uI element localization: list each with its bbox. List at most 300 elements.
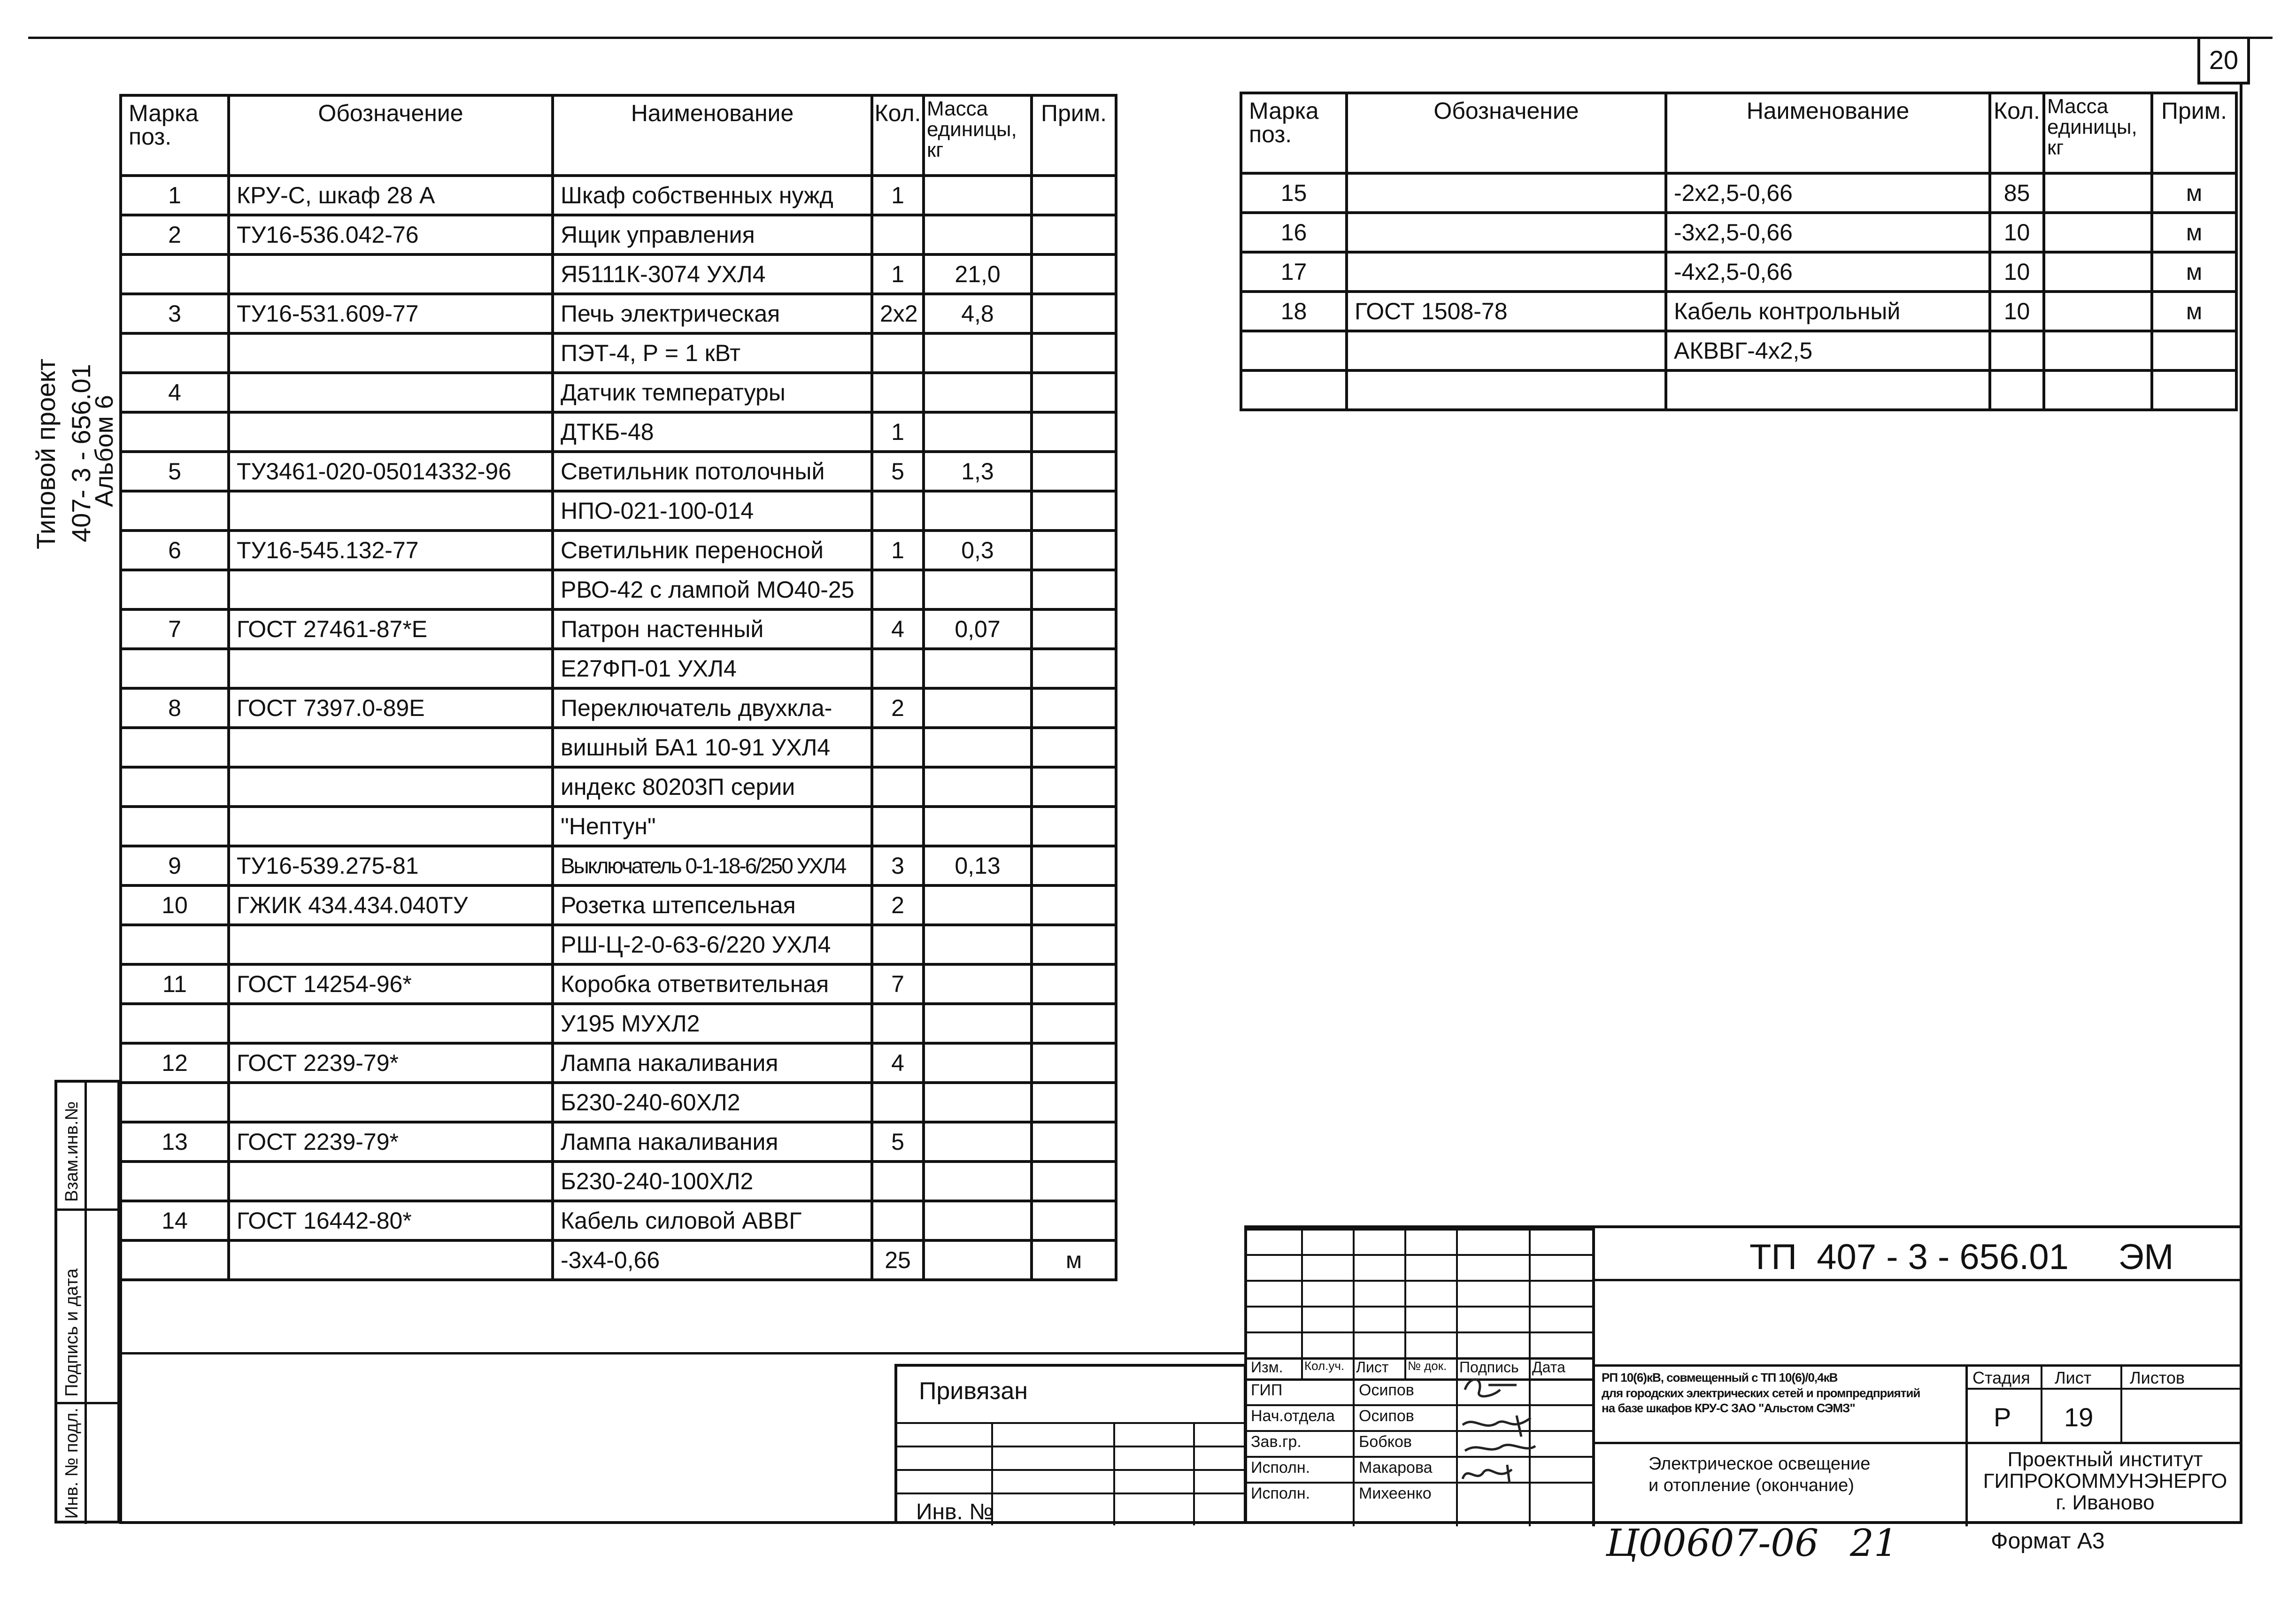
- cell-prim: м: [2152, 292, 2236, 331]
- org-line1: Проектный институт: [2007, 1448, 2203, 1471]
- cell-massa: 0,07: [924, 609, 1032, 649]
- title-col-header: Изм.: [1251, 1359, 1283, 1376]
- cell-naimenovanie: Б230-240-100ХЛ2: [553, 1162, 872, 1201]
- cell-kol: [872, 728, 924, 767]
- cell-oboznachenie: [229, 333, 553, 373]
- header-massa-text: Масса единицы, кг: [927, 97, 1017, 162]
- header-massa: [2044, 93, 2152, 173]
- cell-naimenovanie: Кабель силовой АВВГ: [553, 1201, 872, 1240]
- cell-marka: 8: [121, 688, 229, 728]
- cell-oboznachenie: [229, 1004, 553, 1043]
- cell-kol: [872, 807, 924, 846]
- cell-prim: [1032, 1043, 1116, 1083]
- cell-prim: [1032, 649, 1116, 688]
- cell-marka: 15: [1241, 173, 1347, 213]
- cell-massa: 1,3: [924, 452, 1032, 491]
- org-line2: ГИПРОКОММУНЭНЕРГО: [1983, 1470, 2227, 1493]
- cell-massa: [924, 333, 1032, 373]
- table-row: [121, 807, 1116, 846]
- table-row: [121, 215, 1116, 254]
- table-row: [121, 1122, 1116, 1162]
- cell-kol: [872, 1004, 924, 1043]
- cell-naimenovanie: РШ-Ц-2-0-63-6/220 УХЛ4: [553, 925, 872, 964]
- cell-marka: [121, 767, 229, 807]
- cell-massa: [924, 373, 1032, 412]
- cell-kol: [1990, 370, 2044, 410]
- left-header-row: [121, 95, 1116, 176]
- header-kol: Кол.: [1990, 93, 2044, 173]
- cell-prim: [1032, 1162, 1116, 1201]
- cell-kol: [872, 373, 924, 412]
- cell-massa: [924, 767, 1032, 807]
- cell-prim: [2152, 370, 2236, 410]
- cell-prim: [1032, 807, 1116, 846]
- signature-ispoln2: [1463, 1465, 1512, 1484]
- table-row: [1241, 331, 2236, 370]
- sheet-value: 19: [2064, 1402, 2094, 1432]
- cell-oboznachenie: [229, 491, 553, 531]
- cell-prim: [1032, 570, 1116, 609]
- cell-oboznachenie: ТУ3461-020-05014332-96: [229, 452, 553, 491]
- cell-oboznachenie: [229, 649, 553, 688]
- cell-kol: [872, 767, 924, 807]
- cell-naimenovanie: Патрон настенный: [553, 609, 872, 649]
- cell-naimenovanie: Коробка ответвительная: [553, 964, 872, 1004]
- top-frame-line: [28, 37, 2273, 39]
- cell-prim: [1032, 531, 1116, 570]
- table-row: [121, 649, 1116, 688]
- cell-prim: [1032, 846, 1116, 885]
- cell-kol: 10: [1990, 213, 2044, 252]
- cell-kol: 1: [872, 176, 924, 215]
- cell-marka: 18: [1241, 292, 1347, 331]
- cell-naimenovanie: Лампа накаливания: [553, 1043, 872, 1083]
- cell-oboznachenie: ГОСТ 7397.0-89Е: [229, 688, 553, 728]
- cell-massa: 21,0: [924, 254, 1032, 294]
- cell-oboznachenie: ГОСТ 14254-96*: [229, 964, 553, 1004]
- cell-massa: [924, 728, 1032, 767]
- cell-naimenovanie: Я5111К-3074 УХЛ4: [553, 254, 872, 294]
- cell-oboznachenie: [1347, 370, 1666, 410]
- cell-marka: 5: [121, 452, 229, 491]
- privyazan-inv: Инв. №: [916, 1500, 994, 1524]
- header-oboznachenie: Обозначение: [229, 95, 553, 176]
- left-spec-table: [119, 94, 1117, 1281]
- header-kol: Кол.: [872, 95, 924, 176]
- label-podpis-data: Подпись и дата: [62, 1268, 82, 1397]
- role-label: Зав.гр.: [1251, 1433, 1302, 1451]
- cell-oboznachenie: ТУ16-531.609-77: [229, 294, 553, 333]
- stage-value: Р: [1994, 1402, 2011, 1432]
- cell-kol: [872, 1201, 924, 1240]
- cell-prim: [1032, 609, 1116, 649]
- cell-massa: [2044, 331, 2152, 370]
- cell-oboznachenie: ГОСТ 2239-79*: [229, 1043, 553, 1083]
- cell-massa: [2044, 292, 2152, 331]
- cell-oboznachenie: [229, 767, 553, 807]
- cell-prim: [2152, 331, 2236, 370]
- archive-number: Ц00607-06: [1606, 1521, 1819, 1565]
- project-desc-line3: на базе шкафов КРУ-С ЗАО "Альстом СЭМЗ": [1602, 1401, 1855, 1415]
- cell-prim: [1032, 1083, 1116, 1122]
- header-marka: Марка поз.: [121, 95, 229, 176]
- cell-marka: [1241, 331, 1347, 370]
- cell-prim: [1032, 491, 1116, 531]
- table-row: [121, 254, 1116, 294]
- cell-marka: 9: [121, 846, 229, 885]
- cell-oboznachenie: [1347, 173, 1666, 213]
- cell-oboznachenie: ТУ16-545.132-77: [229, 531, 553, 570]
- cell-prim: [1032, 333, 1116, 373]
- cell-massa: [924, 688, 1032, 728]
- cell-kol: 2: [872, 688, 924, 728]
- cell-naimenovanie: Лампа накаливания: [553, 1122, 872, 1162]
- cell-massa: [924, 1043, 1032, 1083]
- cell-naimenovanie: Б230-240-60ХЛ2: [553, 1083, 872, 1122]
- cell-kol: 5: [872, 452, 924, 491]
- left-frame-line: [119, 94, 122, 1523]
- cell-marka: 10: [121, 885, 229, 925]
- cell-massa: [924, 885, 1032, 925]
- role-name: Макарова: [1359, 1459, 1433, 1477]
- side-stamp-3: [92, 395, 117, 507]
- table-row: [1241, 370, 2236, 410]
- cell-kol: [872, 649, 924, 688]
- project-desc-line1: РП 10(6)кВ, совмещенный с ТП 10(6)/0,4кВ: [1602, 1370, 1838, 1385]
- cell-massa: [924, 1162, 1032, 1201]
- cell-prim: [1032, 925, 1116, 964]
- signature-zav: [1463, 1416, 1531, 1437]
- cell-marka: 6: [121, 531, 229, 570]
- table-row: [1241, 292, 2236, 331]
- cell-kol: 2х2: [872, 294, 924, 333]
- cell-naimenovanie: НПО-021-100-014: [553, 491, 872, 531]
- cell-naimenovanie: Выключатель 0-1-18-6/250 УХЛ4: [553, 846, 872, 885]
- cell-naimenovanie: вишный БА1 10-91 УХЛ4: [553, 728, 872, 767]
- cell-naimenovanie: Розетка штепсельная: [553, 885, 872, 925]
- header-marka: Марка поз.: [1241, 93, 1347, 173]
- cell-naimenovanie: -4х2,5-0,66: [1666, 252, 1990, 292]
- cell-oboznachenie: [229, 925, 553, 964]
- role-label: ГИП: [1251, 1381, 1283, 1399]
- cell-naimenovanie: У195 МУХЛ2: [553, 1004, 872, 1043]
- sheet-number: 20: [2209, 45, 2239, 75]
- cell-prim: [1032, 1201, 1116, 1240]
- cell-marka: [121, 1004, 229, 1043]
- side-stamp: [33, 359, 59, 549]
- privyazan-block: [894, 1364, 1247, 1523]
- role-name: Михеенко: [1359, 1485, 1432, 1502]
- sheets-label: Листов: [2130, 1368, 2185, 1387]
- cell-oboznachenie: [229, 728, 553, 767]
- table-row: [1241, 252, 2236, 292]
- header-massa: [924, 95, 1032, 176]
- table-row: [121, 570, 1116, 609]
- cell-naimenovanie: Печь электрическая: [553, 294, 872, 333]
- table-row: [121, 412, 1116, 452]
- cell-kol: 3: [872, 846, 924, 885]
- cell-prim: [1032, 688, 1116, 728]
- cell-naimenovanie: Е27ФП-01 УХЛ4: [553, 649, 872, 688]
- cell-naimenovanie: Светильник переносной: [553, 531, 872, 570]
- cell-naimenovanie: -2х2,5-0,66: [1666, 173, 1990, 213]
- document-code: ТП 407 - 3 - 656.01 ЭМ: [1749, 1237, 2174, 1277]
- cell-kol: [872, 1083, 924, 1122]
- stage-label: Стадия: [1972, 1368, 2030, 1387]
- cell-prim: [1032, 254, 1116, 294]
- cell-kol: 7: [872, 964, 924, 1004]
- header-massa-text: Масса единицы, кг: [2047, 95, 2137, 159]
- right-spec-table: [1240, 92, 2238, 411]
- cell-prim: [1032, 373, 1116, 412]
- cell-marka: [121, 254, 229, 294]
- cell-prim: м: [2152, 213, 2236, 252]
- table-row: [121, 294, 1116, 333]
- cell-oboznachenie: ТУ16-539.275-81: [229, 846, 553, 885]
- cell-massa: [924, 1201, 1032, 1240]
- cell-naimenovanie: Кабель контрольный: [1666, 292, 1990, 331]
- header-prim: Прим.: [2152, 93, 2236, 173]
- cell-massa: 0,13: [924, 846, 1032, 885]
- cell-prim: [1032, 767, 1116, 807]
- cell-marka: [121, 1083, 229, 1122]
- side-stamp-line1: Типовой проект: [31, 358, 61, 549]
- cell-oboznachenie: КРУ-С, шкаф 28 А: [229, 176, 553, 215]
- cell-naimenovanie: Датчик температуры: [553, 373, 872, 412]
- cell-kol: 25: [872, 1240, 924, 1280]
- table-row: [121, 1162, 1116, 1201]
- cell-prim: [1032, 728, 1116, 767]
- cell-prim: [1032, 412, 1116, 452]
- cell-kol: 1: [872, 254, 924, 294]
- cell-oboznachenie: ГОСТ 27461-87*Е: [229, 609, 553, 649]
- cell-kol: 1: [872, 531, 924, 570]
- header-naimenovanie: Наименование: [553, 95, 872, 176]
- cell-naimenovanie: АКВВГ-4х2,5: [1666, 331, 1990, 370]
- cell-naimenovanie: [1666, 370, 1990, 410]
- right-header-row: [1241, 93, 2236, 173]
- cell-oboznachenie: [1347, 331, 1666, 370]
- cell-prim: м: [1032, 1240, 1116, 1280]
- cell-prim: [1032, 1122, 1116, 1162]
- signature-ispoln1: [1465, 1445, 1535, 1451]
- cell-marka: [1241, 370, 1347, 410]
- cell-naimenovanie: Ящик управления: [553, 215, 872, 254]
- cell-massa: [924, 215, 1032, 254]
- cell-kol: 4: [872, 609, 924, 649]
- project-desc-line2: для городских электрических сетей и промпредприятий: [1602, 1385, 1920, 1400]
- cell-kol: [872, 925, 924, 964]
- cell-marka: [121, 649, 229, 688]
- cell-prim: [1032, 1004, 1116, 1043]
- cell-massa: [2044, 370, 2152, 410]
- cell-massa: [924, 1083, 1032, 1122]
- cell-kol: [872, 570, 924, 609]
- cell-naimenovanie: -3х4-0,66: [553, 1240, 872, 1280]
- cell-prim: [1032, 294, 1116, 333]
- cell-massa: [924, 491, 1032, 531]
- cell-prim: м: [2152, 252, 2236, 292]
- cell-massa: [924, 176, 1032, 215]
- cell-prim: [1032, 176, 1116, 215]
- sheet-title-line2: и отопление (окончание): [1649, 1475, 1854, 1495]
- cell-massa: [924, 925, 1032, 964]
- cell-marka: 13: [121, 1122, 229, 1162]
- table-row: [121, 609, 1116, 649]
- role-label: Исполн.: [1251, 1459, 1310, 1477]
- sheet-number-box: [2197, 38, 2250, 85]
- cell-massa: [2044, 173, 2152, 213]
- title-block: [1244, 1225, 2242, 1523]
- cell-naimenovanie: индекс 80203П серии: [553, 767, 872, 807]
- cell-marka: [121, 728, 229, 767]
- label-inv-podl: Инв. № подл.: [62, 1408, 82, 1519]
- cell-massa: [2044, 213, 2152, 252]
- cell-massa: [2044, 252, 2152, 292]
- role-name: Бобков: [1359, 1433, 1412, 1451]
- cell-marka: [121, 1240, 229, 1280]
- cell-naimenovanie: -3х2,5-0,66: [1666, 213, 1990, 252]
- cell-oboznachenie: [1347, 213, 1666, 252]
- cell-oboznachenie: [229, 1083, 553, 1122]
- cell-naimenovanie: ДТКБ-48: [553, 412, 872, 452]
- table-row: [121, 846, 1116, 885]
- side-stamp-line2: 407- 3 - 656.01: [66, 364, 96, 542]
- org-line3: г. Иваново: [2056, 1491, 2155, 1515]
- role-label: Исполн.: [1251, 1485, 1310, 1502]
- cell-naimenovanie: ПЭТ-4, Р = 1 кВт: [553, 333, 872, 373]
- table-row: [121, 491, 1116, 531]
- cell-oboznachenie: [229, 1240, 553, 1280]
- cell-oboznachenie: [229, 412, 553, 452]
- cell-massa: 4,8: [924, 294, 1032, 333]
- cell-naimenovanie: РВО-42 с лампой МО40-25: [553, 570, 872, 609]
- cell-oboznachenie: ГОСТ 2239-79*: [229, 1122, 553, 1162]
- cell-marka: 12: [121, 1043, 229, 1083]
- cell-marka: [121, 491, 229, 531]
- cell-massa: [924, 1122, 1032, 1162]
- cell-oboznachenie: [229, 254, 553, 294]
- cell-marka: 16: [1241, 213, 1347, 252]
- side-stamp-line3: Альбом 6: [90, 395, 118, 507]
- table-row: [121, 1043, 1116, 1083]
- cell-marka: 1: [121, 176, 229, 215]
- table-row: [121, 925, 1116, 964]
- archive-sheet: 21: [1850, 1521, 1898, 1565]
- table-row: [1241, 213, 2236, 252]
- label-vzam-inv: Взам.инв.№: [62, 1101, 82, 1202]
- cell-naimenovanie: Шкаф собственных нужд: [553, 176, 872, 215]
- cell-oboznachenie: [229, 1162, 553, 1201]
- cell-oboznachenie: ГОСТ 1508-78: [1347, 292, 1666, 331]
- cell-massa: [924, 412, 1032, 452]
- organization: [1968, 1449, 2242, 1514]
- cell-marka: [121, 807, 229, 846]
- table-row: [121, 176, 1116, 215]
- cell-kol: 2: [872, 885, 924, 925]
- cell-marka: 11: [121, 964, 229, 1004]
- cell-marka: 7: [121, 609, 229, 649]
- table-row: [121, 688, 1116, 728]
- sheet-title-line1: Электрическое освещение: [1649, 1454, 1871, 1474]
- header-prim: Прим.: [1032, 95, 1116, 176]
- cell-massa: [924, 570, 1032, 609]
- cell-oboznachenie: [229, 570, 553, 609]
- cell-marka: [121, 1162, 229, 1201]
- cell-marka: [121, 570, 229, 609]
- cell-kol: [872, 333, 924, 373]
- cell-kol: [872, 1162, 924, 1201]
- cell-marka: 3: [121, 294, 229, 333]
- cell-kol: 5: [872, 1122, 924, 1162]
- cell-kol: [872, 215, 924, 254]
- table-row: [121, 728, 1116, 767]
- cell-kol: 10: [1990, 252, 2044, 292]
- cell-marka: 17: [1241, 252, 1347, 292]
- table-row: [121, 452, 1116, 491]
- cell-massa: [924, 649, 1032, 688]
- cell-kol: 85: [1990, 173, 2044, 213]
- title-col-header: Кол.уч.: [1304, 1359, 1345, 1373]
- cell-prim: [1032, 452, 1116, 491]
- table-row: [121, 885, 1116, 925]
- cell-kol: [872, 491, 924, 531]
- cell-massa: [924, 1240, 1032, 1280]
- cell-marka: 4: [121, 373, 229, 412]
- cell-kol: [1990, 331, 2044, 370]
- format-label: Формат А3: [1991, 1529, 2105, 1554]
- table-row: [121, 767, 1116, 807]
- cell-oboznachenie: [229, 373, 553, 412]
- cell-oboznachenie: [229, 807, 553, 846]
- cell-oboznachenie: [1347, 252, 1666, 292]
- title-col-header: Лист: [1356, 1359, 1389, 1376]
- cell-kol: 1: [872, 412, 924, 452]
- table-row: [121, 1201, 1116, 1240]
- table-row: [121, 373, 1116, 412]
- table-row: [121, 1240, 1116, 1280]
- cell-marka: [121, 925, 229, 964]
- cell-massa: [924, 807, 1032, 846]
- sheet-title: [1649, 1454, 1870, 1496]
- cell-oboznachenie: ГЖИК 434.434.040ТУ: [229, 885, 553, 925]
- cell-marka: 2: [121, 215, 229, 254]
- table-bottom-line: [119, 1352, 1246, 1354]
- cell-prim: [1032, 885, 1116, 925]
- cell-marka: [121, 333, 229, 373]
- header-oboznachenie: Обозначение: [1347, 93, 1666, 173]
- cell-oboznachenie: ТУ16-536.042-76: [229, 215, 553, 254]
- cell-marka: [121, 412, 229, 452]
- cell-naimenovanie: "Нептун": [553, 807, 872, 846]
- cell-kol: 4: [872, 1043, 924, 1083]
- cell-massa: [924, 1004, 1032, 1043]
- role-name: Осипов: [1359, 1381, 1414, 1399]
- title-col-header: Дата: [1532, 1359, 1565, 1376]
- cell-massa: [924, 964, 1032, 1004]
- signatures: [1456, 1371, 1545, 1502]
- cell-prim: [1032, 215, 1116, 254]
- table-row: [1241, 173, 2236, 213]
- cell-marka: 14: [121, 1201, 229, 1240]
- header-naimenovanie: Наименование: [1666, 93, 1990, 173]
- cell-prim: м: [2152, 173, 2236, 213]
- cell-kol: 10: [1990, 292, 2044, 331]
- role-label: Нач.отдела: [1251, 1407, 1335, 1425]
- sheet-label: Лист: [2055, 1368, 2092, 1387]
- role-name: Осипов: [1359, 1407, 1414, 1425]
- cell-prim: [1032, 964, 1116, 1004]
